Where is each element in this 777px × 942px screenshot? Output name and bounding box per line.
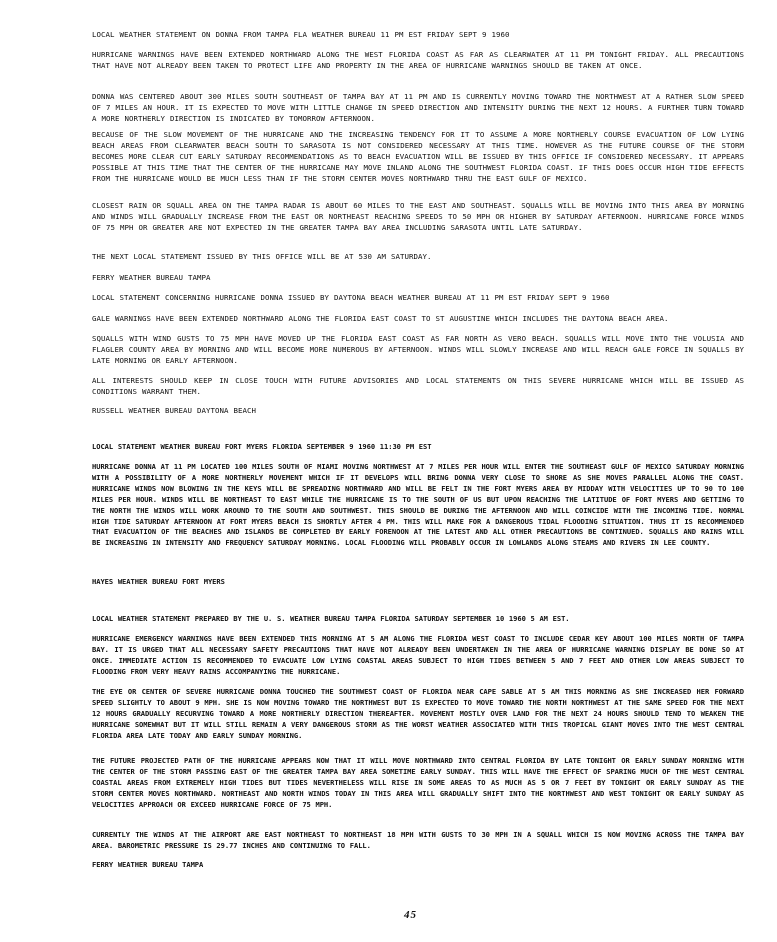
statement-tampa-paragraph: HURRICANE WARNINGS HAVE BEEN EXTENDED NORTHWARD ALONG THE WEST FLORIDA COAST AS FAR AS CLEARWATER AT 11 PM TONIGHT FRIDAY. ALL PRECAUTIONS THAT HAVE NOT ALREADY BEEN TAKEN TO PROTECT LIFE AND PROPERTY IN THE AREA OF HURRICANE WARNINGS SHOULD BE TAKEN AT ONCE.	[92, 50, 744, 70]
statement-daytona-paragraph: ALL INTERESTS SHOULD KEEP IN CLOSE TOUCH WITH FUTURE ADVISORIES AND LOCAL STATEMENTS ON THIS SEVERE HURRICANE WHICH WILL BE ISSUED AS CONDITIONS WARRANT THEM.	[92, 376, 744, 396]
statement-daytona-heading: LOCAL STATEMENT CONCERNING HURRICANE DONNA ISSUED BY DAYTONA BEACH WEATHER BUREAU AT 11 PM EST FRIDAY SEPT 9 1960	[92, 293, 610, 302]
statement-tampa-5am-paragraph: THE EYE OR CENTER OF SEVERE HURRICANE DONNA TOUCHED THE SOUTHWEST COAST OF FLORIDA NEAR CAPE SABLE AT 5 AM THIS MORNING AS SHE INCREASED HER FORWARD SPEED SLIGHTLY TO ABOUT 9 MPH. SHE IS NOW MOVING TOWARD THE NORTHWEST BUT IS EXPECTED TO MOVE TOWARD THE NORTH NORTHWEST AT THE SAME SPEED FOR THE NEXT 12 HOURS GRADUALLY RECURVING TOWARD A MORE NORTHERLY DIRECTION THEREAFTER. MOVEMENT MOSTLY OVER LAND FOR THE NEXT 24 HOURS SHOULD TEND TO WEAKEN THE HURRICANE SOMEWHAT BUT IT WILL STILL REMAIN A VERY DANGEROUS STORM AS THE WORST WEATHER ASSOCIATED WITH THIS TROPICAL GIANT MOVES INTO THE WEST CENTRAL FLORIDA AREA LATE TODAY AND EARLY SUNDAY MORNING.	[92, 687, 744, 740]
statement-tampa-5am-paragraph: CURRENTLY THE WINDS AT THE AIRPORT ARE EAST NORTHEAST TO NORTHEAST 18 MPH WITH GUSTS TO 30 MPH IN A SQUALL WHICH IS NOW MOVING ACROSS THE TAMPA BAY AREA. BAROMETRIC PRESSURE IS 29.77 INCHES AND CONTINUING TO FALL.	[92, 830, 744, 850]
statement-tampa-5am-paragraph: HURRICANE EMERGENCY WARNINGS HAVE BEEN EXTENDED THIS MORNING AT 5 AM ALONG THE FLORIDA WEST COAST TO INCLUDE CEDAR KEY ABOUT 100 MILES NORTH OF TAMPA BAY. IT IS URGED THAT ALL NECESSARY SAFETY PRECAUTIONS THAT HAVE NOT ALREADY BEEN UNDERTAKEN IN THE AREA OF HURRICANE WARNING DISPLAY BE DONE SO AT ONCE. IMMEDIATE ACTION IS RECOMMENDED TO EVACUATE LOW LYING COASTAL AREAS SUBJECT TO HIGH TIDES BETWEEN 5 AND 7 FEET AND OTHER LOW AREAS SUBJECT TO FLOODING FROM VERY HEAVY RAINS ACCOMPANYING THE HURRICANE.	[92, 634, 744, 676]
statement-tampa-paragraph: THE NEXT LOCAL STATEMENT ISSUED BY THIS OFFICE WILL BE AT 530 AM SATURDAY.	[92, 252, 432, 261]
statement-fort-myers-paragraph: HURRICANE DONNA AT 11 PM LOCATED 100 MILES SOUTH OF MIAMI MOVING NORTHWEST AT 7 MILES PER HOUR WILL ENTER THE SOUTHEAST GULF OF MEXICO SATURDAY MORNING WITH A POSSIBILITY OF A MORE NORTHERLY MOVEMENT WHICH IF IT DEVELOPS WILL BRING DONNA VERY CLOSE TO SHORE AS SHE MOVES PARALLEL ALONG THE COAST. HURRICANE WINDS NOW BLOWING IN THE KEYS WILL BE SPREADING NORTHWARD AND WILL BE FELT IN THE FORT MYERS AREA BY MIDDAY WITH VELOCITIES UP TO 90 TO 100 MILES PER HOUR. WINDS WILL BE NORTHEAST TO EAST WHILE THE HURRICANE IS TO THE SOUTH OF US BUT UPON REACHING THE LATITUDE OF FORT MYERS AND GETTING TO THE NORTH THE WINDS WILL WORK AROUND TO THE SOUTH AND SOUTHWEST. THIS SHOULD BE DURING THE AFTERNOON AND WILL COINCIDE WITH THE INCOMING TIDE. NORMAL HIGH TIDE SATURDAY AFTERNOON AT FORT MYERS BEACH IS SHORTLY AFTER 4 PM. THIS WILL MAKE FOR A DANGEROUS TIDAL FLOODING SITUATION. THUS IT IS RECOMMENDED THAT EVACUATION OF THE BEACHES AND ISLANDS BE COMPLETED BY EARLY FORENOON AT THE LATEST AND ALL OTHER PRECAUTIONS BE CONTINUED. SQUALLS AND RAINS WILL BE INCREASING IN INTENSITY AND FREQUENCY SATURDAY MORNING. LOCAL FLOODING WILL PROBABLY OCCUR IN LOWLANDS ALONG STEAMS AND RIVERS IN LEE COUNTY.	[92, 462, 744, 548]
statement-daytona-paragraph: SQUALLS WITH WIND GUSTS TO 75 MPH HAVE MOVED UP THE FLORIDA EAST COAST AS FAR NORTH AS VERO BEACH. SQUALLS WILL MOVE INTO THE VOLUSIA AND FLAGLER COUNTY AREA BY MORNING AND WILL BECOME MORE NUMEROUS BY AFTERNOON. WINDS WILL SLOWLY INCREASE AND WILL REACH GALE FORCE IN SQUALLS BY LATE MORNING OR EARLY AFTERNOON.	[92, 334, 744, 365]
statement-fort-myers-heading: LOCAL STATEMENT WEATHER BUREAU FORT MYERS FLORIDA SEPTEMBER 9 1960 11:30 PM EST	[92, 442, 432, 451]
statement-tampa-signature: FERRY WEATHER BUREAU TAMPA	[92, 273, 211, 282]
statement-tampa-5am-heading: LOCAL WEATHER STATEMENT PREPARED BY THE U. S. WEATHER BUREAU TAMPA FLORIDA SATURDAY SEPTEMBER 10 1960 5 AM EST.	[92, 614, 570, 623]
statement-fort-myers-signature: HAYES WEATHER BUREAU FORT MYERS	[92, 577, 225, 586]
statement-tampa-paragraph: BECAUSE OF THE SLOW MOVEMENT OF THE HURRICANE AND THE INCREASING TENDENCY FOR IT TO ASSUME A MORE NORTHERLY COURSE EVACUATION OF LOW LYING BEACH AREAS FROM CLEARWATER BEACH SOUTH TO SARASOTA IS NOT CONSIDERED NECESSARY AT THIS TIME. HOWEVER AS THE FUTURE COURSE OF THE STORM BECOMES MORE CLEAR CUT EARLY SATURDAY RECOMMENDATIONS AS TO BEACH EVACUATION WILL BE ISSUED BY THIS OFFICE IF CONSIDERED NECESSARY. IT APPEARS POSSIBLE AT THIS TIME THAT THE CENTER OF THE HURRICANE MAY MOVE INLAND ALONG THE SOUTHWEST FLORIDA COAST. IF THIS DOES OCCUR HIGH TIDE EFFECTS FROM THE HURRICANE WOULD BE MUCH LESS THAN IF THE STORM CENTER MOVES NORTHWARD THRU THE EAST GULF OF MEXICO.	[92, 130, 744, 183]
statement-daytona-paragraph: GALE WARNINGS HAVE BEEN EXTENDED NORTHWARD ALONG THE FLORIDA EAST COAST TO ST AUGUSTINE WHICH INCLUDES THE DAYTONA BEACH AREA.	[92, 314, 669, 323]
statement-daytona-signature: RUSSELL WEATHER BUREAU DAYTONA BEACH	[92, 406, 256, 415]
page-number: 45	[404, 909, 417, 921]
statement-tampa-paragraph: CLOSEST RAIN OR SQUALL AREA ON THE TAMPA RADAR IS ABOUT 60 MILES TO THE EAST AND SOUTHEAST. SQUALLS WILL BE MOVING INTO THIS AREA BY MORNING AND WINDS WILL GRADUALLY INCREASE FROM THE EAST OR NORTHEAST REACHING SPEEDS TO 50 MPH OR HIGHER BY SATURDAY AFTERNOON. HURRICANE FORCE WINDS OF 75 MPH OR GREATER ARE NOT EXPECTED IN THE GREATER TAMPA BAY AREA INCLUDING SARASOTA UNTIL LATE SATURDAY.	[92, 201, 744, 232]
statement-tampa-5am-signature: FERRY WEATHER BUREAU TAMPA	[92, 860, 204, 869]
statement-tampa-heading: LOCAL WEATHER STATEMENT ON DONNA FROM TAMPA FLA WEATHER BUREAU 11 PM EST FRIDAY SEPT 9 1960	[92, 30, 510, 39]
statement-tampa-5am-paragraph: THE FUTURE PROJECTED PATH OF THE HURRICANE APPEARS NOW THAT IT WILL MOVE NORTHWARD INTO CENTRAL FLORIDA BY LATE TONIGHT OR EARLY SUNDAY MORNING WITH THE CENTER OF THE STORM PASSING EAST OF THE GREATER TAMPA BAY AREA SOMETIME EARLY SUNDAY. THIS WILL HAVE THE EFFECT OF SPARING MUCH OF THE WEST CENTRAL COASTAL AREAS FROM EXTREMELY HIGH TIDES BUT TIDES NEVERTHELESS WILL RISE IN SOME AREAS TO AS MUCH AS 5 OR 7 FEET BY TONIGHT OR EARLY SUNDAY AS THE STORM CENTER MOVES NORTHWARD. NORTHEAST AND NORTH WINDS TODAY IN THIS AREA WILL GRADUALLY SHIFT INTO THE NORTHWEST AND WEST TONIGHT OR EARLY SUNDAY AS VELOCITIES APPROACH OR EXCEED HURRICANE FORCE OF 75 MPH.	[92, 756, 744, 809]
statement-tampa-paragraph: DONNA WAS CENTERED ABOUT 300 MILES SOUTH SOUTHEAST OF TAMPA BAY AT 11 PM AND IS CURRENTLY MOVING TOWARD THE NORTHWEST AT A RATHER SLOW SPEED OF 7 MILES AN HOUR. IT IS EXPECTED TO MOVE WITH LITTLE CHANGE IN SPEED DIRECTION AND INTENSITY DURING THE NEXT 12 HOURS. A FURTHER TURN TOWARD A MORE NORTHERLY DIRECTION IS INDICATED BY TOMORROW AFTERNOON.	[92, 92, 744, 123]
